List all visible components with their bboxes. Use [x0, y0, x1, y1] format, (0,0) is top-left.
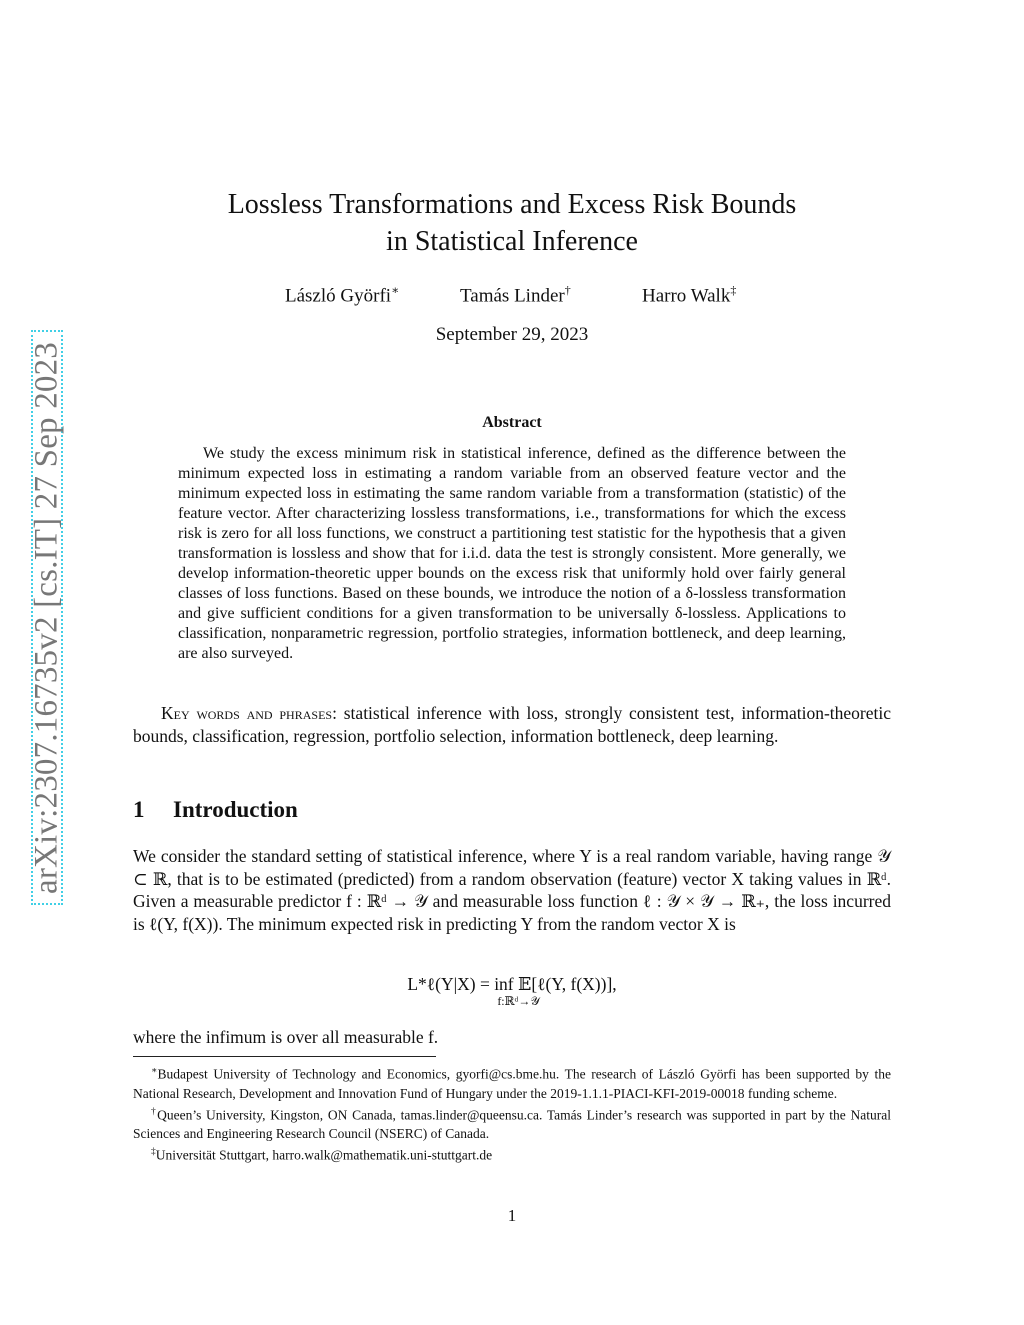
footnote	[133, 1103, 891, 1144]
arxiv-identifier: arXiv:2307.16735v2 [cs.IT] 27 Sep 2023	[28, 341, 65, 894]
footnote-rule	[133, 1056, 436, 1057]
footnote-text: Queen’s University, Kingston, ON Canada, tamas.linder@queensu.ca. Tamás Linder’s research was supported in part by the Natural Sciences and Engineering Research Council (NSERC) of Canada.	[133, 1107, 891, 1141]
footnotes	[133, 1062, 891, 1165]
page-number: 1	[507, 1206, 517, 1225]
section-title: Introduction	[173, 797, 298, 822]
author-gyorfi	[285, 283, 399, 307]
paper-title	[180, 186, 844, 260]
keywords-text: statistical inference with loss, strongly consistent test, information-theoretic bounds, classification, regression, portfolio selection, information bottleneck, deep learning.	[133, 703, 891, 746]
section-number: 1	[133, 797, 145, 822]
title-line-2: in Statistical Inference	[386, 226, 638, 257]
footnote-mark: †	[151, 1106, 158, 1117]
author-linder	[460, 283, 571, 307]
equation-main: L*ℓ(Y|X) = inf 𝔼[ℓ(Y, f(X))],	[407, 974, 617, 994]
footnote-mark: ‡	[151, 1147, 156, 1157]
equation-subscript: f:ℝᵈ→𝒴	[497, 994, 540, 1008]
footnote-mark: ∗	[151, 1066, 158, 1076]
footnote	[133, 1143, 891, 1165]
intro-paragraph: We consider the standard setting of statistical inference, where Y is a real random variable, having range 𝒴 ⊂ ℝ, that is to be estimated (predicted) from a random observation (feature) vector X taking values in ℝᵈ. Given a measurable predictor f : ℝᵈ → 𝒴 and measurable loss function ℓ : 𝒴 × 𝒴 → ℝ₊, the loss incurred is ℓ(Y, f(X)). The minimum expected risk in predicting Y from the random vector X is	[133, 846, 891, 934]
footnote-text: Universität Stuttgart, harro.walk@mathematik.uni-stuttgart.de	[155, 1147, 493, 1163]
author-mark: ∗	[391, 283, 400, 297]
keywords-lead: Key words and phrases:	[161, 703, 337, 723]
author-walk	[642, 283, 736, 307]
footnote-text: Budapest University of Technology and Economics, gyorfi@cs.bme.hu. The research of László Györfi has been supported by the National Research, Development and Innovation Fund of Hungary under the 2019-1.1.1-PIACI-KFI-2019-00018 funding scheme.	[133, 1066, 891, 1101]
title-line-1: Lossless Transformations and Excess Risk Bounds	[227, 189, 797, 220]
publication-date: September 29, 2023	[435, 324, 589, 345]
post-equation-text: where the infimum is over all measurable f.	[133, 1027, 439, 1047]
display-equation	[0, 974, 1024, 1008]
author-name: László Györfi	[285, 285, 392, 307]
section-heading	[133, 797, 298, 823]
author-name: Harro Walk	[642, 285, 731, 307]
author-mark: ‡	[730, 283, 737, 297]
author-name: Tamás Linder	[460, 285, 565, 307]
footnote	[133, 1062, 891, 1103]
keywords-paragraph	[133, 702, 891, 747]
abstract-heading: Abstract	[482, 414, 542, 431]
abstract-text: We study the excess minimum risk in statistical inference, defined as the difference between the minimum expected loss in estimating a random variable from an observed feature vector and the minimum expected loss in estimating the same random variable from a transformation (statistic) of the feature vector. After characterizing lossless transformations, i.e., transformations for which the excess risk is zero for all loss functions, we construct a partitioning test statistic for the hypothesis that a given transformation is lossless and show that for i.i.d. data the test is strongly consistent. More generally, we develop information-theoretic upper bounds on the excess risk that uniformly hold over fairly general classes of loss functions. Based on these bounds, we introduce the notion of a δ-lossless transformation and give sufficient conditions for a given transformation to be universally δ-lossless. Applications to classification, nonparametric regression, portfolio strategies, information bottleneck, and deep learning, are also surveyed.	[178, 445, 846, 662]
author-mark: †	[564, 283, 571, 297]
